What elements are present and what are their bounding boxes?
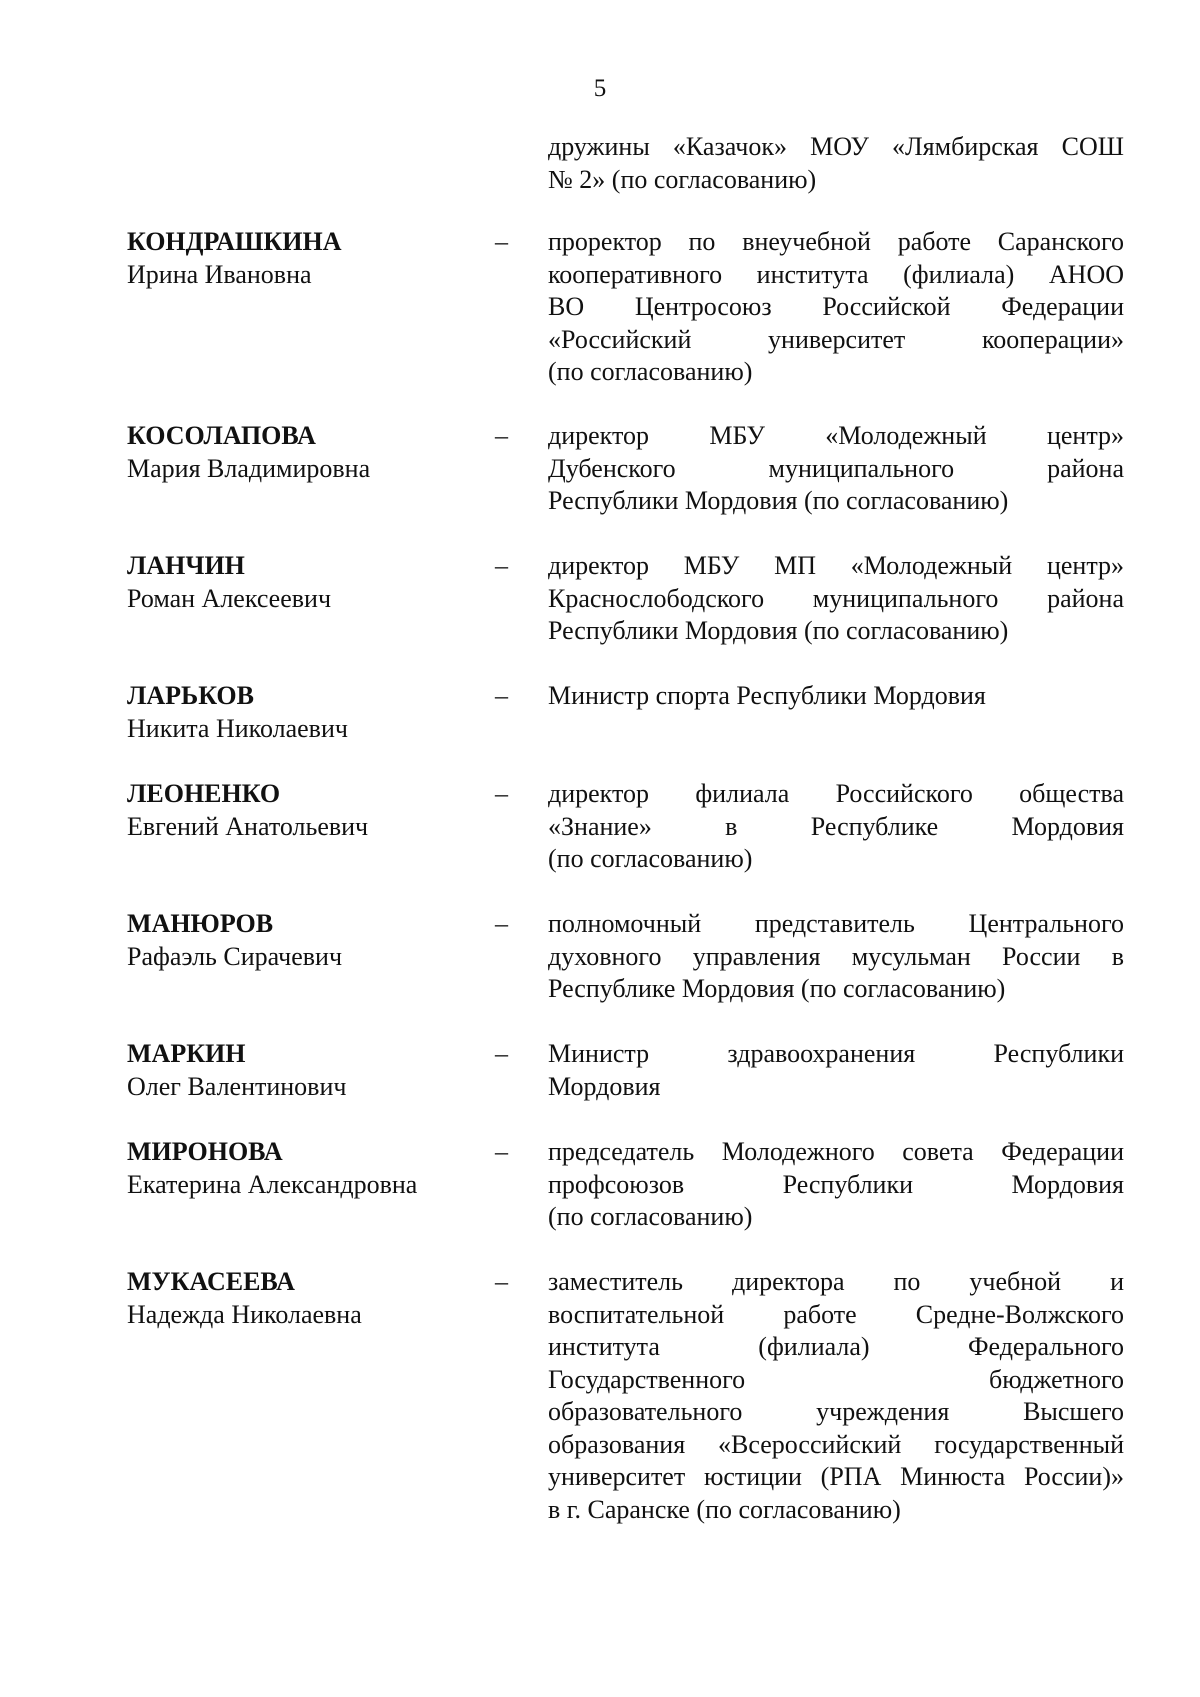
text-line: директор МБУ «Молодежный центр»	[548, 421, 1124, 450]
member-name	[127, 778, 487, 843]
member-name	[127, 680, 487, 745]
text-line: института (филиала) Федерального	[548, 1332, 1124, 1361]
separator-dash: –	[495, 779, 508, 808]
member-given-names: Евгений Анатольевич	[127, 811, 369, 841]
member-surname: ЛЕОНЕНКО	[127, 779, 281, 808]
text-line: ВО Центросоюз Российской Федерации	[548, 292, 1124, 321]
text-line: Государственного бюджетного	[548, 1364, 1124, 1394]
text-line: Республики Мордовия (по согласованию)	[548, 486, 1009, 515]
text-line: духовного управления мусульман России в	[548, 941, 1124, 971]
text-line: (по согласованию)	[548, 844, 753, 873]
separator-dash: –	[495, 1267, 508, 1296]
member-given-names: Олег Валентинович	[127, 1071, 347, 1101]
member-position	[548, 1136, 1124, 1234]
separator-dash: –	[495, 681, 508, 710]
member-position	[548, 420, 1124, 518]
text-line: (по согласованию)	[548, 357, 753, 386]
text-line: Дубенского муниципального района	[548, 453, 1124, 483]
text-line: «Российский университет кооперации»	[548, 324, 1124, 354]
text-line: (по согласованию)	[548, 1202, 753, 1231]
member-name	[127, 1266, 487, 1331]
member-name	[127, 1136, 487, 1201]
member-surname: МИРОНОВА	[127, 1137, 283, 1166]
member-given-names: Мария Владимировна	[127, 453, 371, 483]
text-line: кооперативного института (филиала) АНОО	[548, 259, 1124, 289]
member-given-names: Ирина Ивановна	[127, 259, 312, 289]
separator-dash: –	[495, 551, 508, 580]
text-line: в г. Саранске (по согласованию)	[548, 1494, 901, 1524]
page-number: 5	[593, 75, 607, 102]
member-name	[127, 420, 487, 485]
member-name	[127, 226, 487, 291]
text-line: Министр здравоохранения Республики	[548, 1039, 1124, 1068]
separator-dash: –	[495, 1137, 508, 1166]
text-line: «Знание» в Республике Мордовия	[548, 811, 1124, 841]
text-line: № 2» (по согласованию)	[548, 164, 817, 194]
member-position	[548, 1038, 1124, 1103]
separator-dash: –	[495, 421, 508, 450]
member-given-names: Екатерина Александровна	[127, 1169, 418, 1199]
member-surname: ЛАРЬКОВ	[127, 681, 254, 710]
member-position	[548, 550, 1124, 648]
text-line: заместитель директора по учебной и	[548, 1267, 1124, 1296]
member-position	[548, 778, 1124, 876]
text-line: университет юстиции (РПА Минюста России)»	[548, 1462, 1124, 1491]
text-line: Краснослободского муниципального района	[548, 583, 1124, 613]
member-surname: МАРКИН	[127, 1039, 246, 1068]
text-line: полномочный представитель Центрального	[548, 909, 1124, 938]
member-name	[127, 908, 487, 973]
member-position	[548, 680, 1124, 713]
member-surname: МУКАСЕЕВА	[127, 1267, 295, 1296]
text-line: образования «Всероссийский государственный	[548, 1429, 1124, 1459]
text-line: директор филиала Российского общества	[548, 779, 1124, 808]
member-given-names: Надежда Николаевна	[127, 1299, 362, 1329]
text-line: воспитательной работе Средне-Волжского	[548, 1299, 1124, 1329]
member-name	[127, 550, 487, 615]
member-given-names: Роман Алексеевич	[127, 583, 332, 613]
text-line: проректор по внеучебной работе Саранского	[548, 227, 1124, 256]
member-position	[548, 1266, 1124, 1526]
continued-position-text	[548, 131, 1124, 196]
member-surname: МАНЮРОВ	[127, 909, 274, 938]
member-position	[548, 908, 1124, 1006]
text-line: Республике Мордовия (по согласованию)	[548, 974, 1006, 1003]
text-line: Мордовия	[548, 1071, 661, 1101]
member-given-names: Никита Николаевич	[127, 713, 348, 743]
text-line: профсоюзов Республики Мордовия	[548, 1169, 1124, 1199]
separator-dash: –	[495, 1039, 508, 1068]
separator-dash: –	[495, 909, 508, 938]
member-given-names: Рафаэль Сирачевич	[127, 941, 343, 971]
member-surname: КОСОЛАПОВА	[127, 421, 316, 450]
text-line: Министр спорта Республики Мордовия	[548, 681, 986, 710]
member-name	[127, 1038, 487, 1103]
text-line: председатель Молодежного совета Федерации	[548, 1137, 1124, 1166]
text-line: директор МБУ МП «Молодежный центр»	[548, 551, 1124, 580]
separator-dash: –	[495, 227, 508, 256]
member-surname: КОНДРАШКИНА	[127, 227, 342, 256]
text-line: Республики Мордовия (по согласованию)	[548, 616, 1009, 645]
member-surname: ЛАНЧИН	[127, 551, 245, 580]
text-line: образовательного учреждения Высшего	[548, 1397, 1124, 1426]
member-position	[548, 226, 1124, 389]
text-line: дружины «Казачок» МОУ «Лямбирская СОШ	[548, 132, 1124, 161]
